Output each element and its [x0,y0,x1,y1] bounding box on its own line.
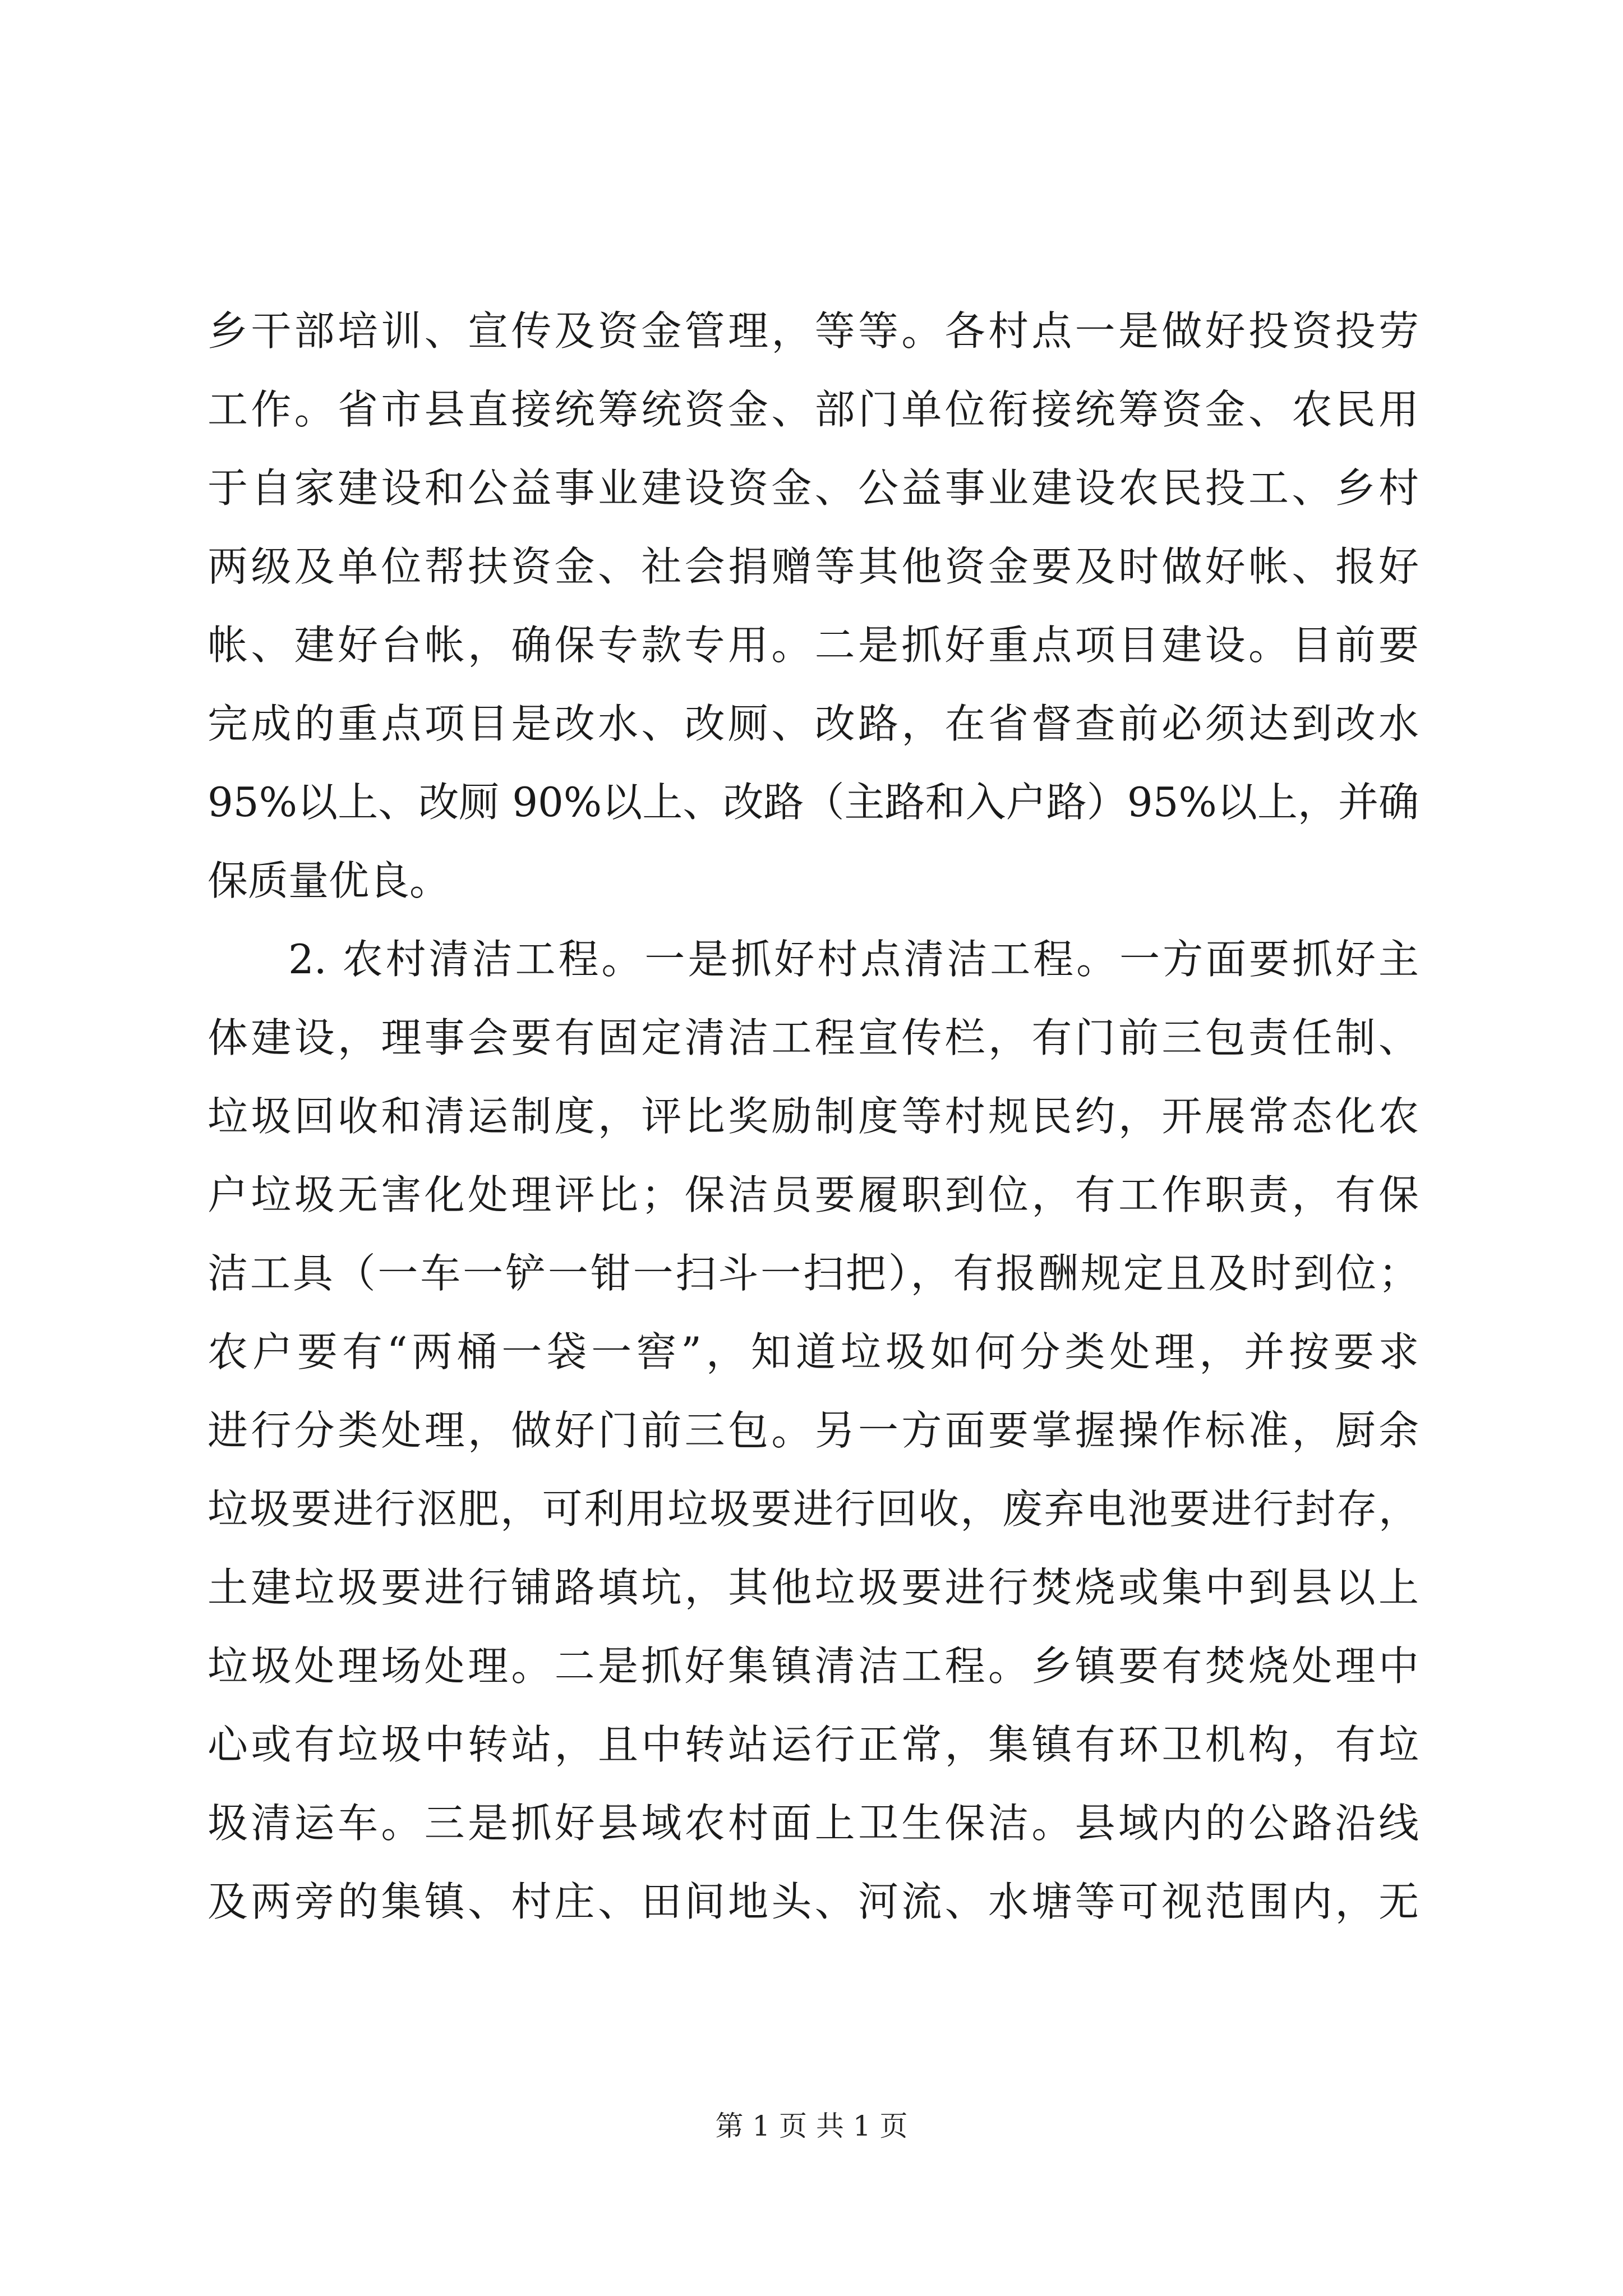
text-line: 进行分类处理，做好门前三包。另一方面要掌握操作标准，厨余 [208,1407,1419,1454]
text-line: 完成的重点项目是改水、改厕、改路，在省督查前必须达到改水 [208,700,1419,747]
text-line: 圾清运车。三是抓好县域农村面上卫生保洁。县域内的公路沿线 [208,1800,1419,1847]
text-line: 垃圾处理场处理。二是抓好集镇清洁工程。乡镇要有焚烧处理中 [208,1642,1419,1690]
text-line: 乡干部培训、宣传及资金管理，等等。各村点一是做好投资投劳 [208,307,1419,355]
text-line: 农户要有“两桶一袋一窖”，知道垃圾如何分类处理，并按要求 [208,1328,1419,1375]
text-line: 工作。省市县直接统筹统资金、部门单位衔接统筹资金、农民用 [208,386,1419,433]
text-line: 保质量优良。 [208,857,450,904]
text-line: 体建设，理事会要有固定清洁工程宣传栏，有门前三包责任制、 [208,1014,1419,1061]
text-line: 于自家建设和公益事业建设资金、公益事业建设农民投工、乡村 [208,464,1419,512]
text-line: 帐、建好台帐，确保专款专用。二是抓好重点项目建设。目前要 [208,622,1419,669]
text-line: 垃圾要进行沤肥，可利用垃圾要进行回收，废弃电池要进行封存， [208,1485,1419,1533]
text-line: 垃圾回收和清运制度，评比奖励制度等村规民约，开展常态化农 [208,1093,1419,1140]
text-line: 及两旁的集镇、村庄、田间地头、河流、水塘等可视范围内，无 [208,1878,1419,1925]
text-line: 95%以上、改厕 90%以上、改路（主路和入户路）95%以上，并确 [208,779,1419,826]
body-text [208,292,1419,1941]
text-line: 心或有垃圾中转站，且中转站运行正常，集镇有环卫机构，有垃 [208,1721,1419,1768]
page-footer: 第 1 页 共 1 页 [715,2110,908,2142]
text-line: 土建垃圾要进行铺路填坑，其他垃圾要进行焚烧或集中到县以上 [208,1564,1419,1611]
text-line: 户垃圾无害化处理评比；保洁员要履职到位，有工作职责，有保 [208,1171,1419,1218]
text-line: 洁工具（一车一铲一钳一扫斗一扫把），有报酬规定且及时到位； [208,1250,1419,1297]
text-line: 两级及单位帮扶资金、社会捐赠等其他资金要及时做好帐、报好 [208,543,1419,590]
paragraph-first-line: 2. 农村清洁工程。一是抓好村点清洁工程。一方面要抓好主 [288,936,1419,983]
